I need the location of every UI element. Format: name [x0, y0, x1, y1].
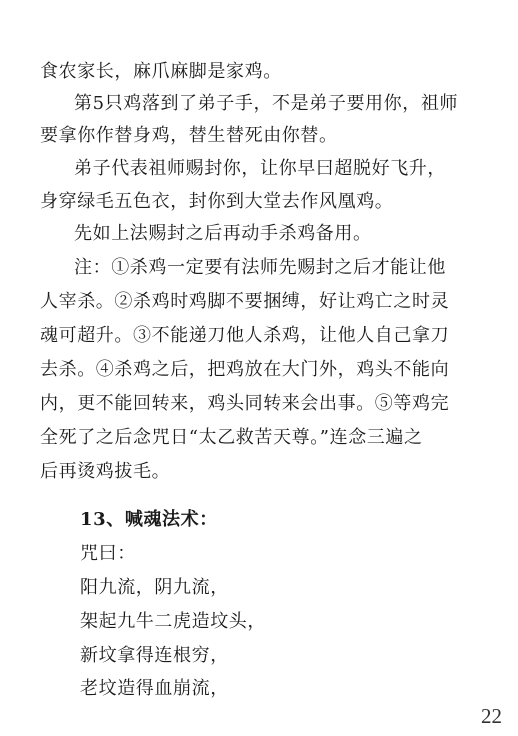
section-heading: 13、喊魂法术：: [80, 509, 218, 530]
body-line-13: 后再烫鸡拔毛。: [40, 461, 171, 482]
body-line-12: 全死了之后念咒日“太乙救苦天尊。”连念三遍之: [40, 427, 423, 448]
page-number: 22: [481, 704, 502, 728]
body-line-1: 食农家长，麻爪麻脚是家鸡。: [40, 61, 282, 82]
body-line-4: 弟子代表祖师赐封你，让你早曰超脱好飞升，: [74, 158, 446, 179]
incantation-line-1: 咒曰：: [80, 543, 136, 564]
body-line-8: 人宰杀。②杀鸡时鸡脚不要捆缚，好让鸡亡之时灵: [40, 291, 450, 312]
body-line-5: 身穿绿毛五色衣，封你到大堂去作风凰鸡。: [40, 191, 394, 212]
incantation-line-2: 阳九流，阴九流，: [80, 577, 229, 598]
body-line-6: 先如上法赐封之后再动手杀鸡备用。: [74, 223, 372, 244]
body-line-10: 去杀。④杀鸡之后，把鸡放在大门外，鸡头不能向: [40, 359, 450, 380]
body-line-9: 魂可超升。③不能递刀他人杀鸡，让他人自己拿刀: [40, 325, 450, 346]
body-line-11: 内，更不能回转来，鸡头同转来会出事。⑤等鸡完: [40, 393, 450, 414]
body-line-2: 第5只鸡落到了弟子手，不是弟子要用你，祖师: [74, 93, 459, 114]
incantation-line-3: 架起九牛二虎造坟头，: [80, 611, 266, 632]
body-line-3: 要拿你作替身鸡，替生替死由你替。: [40, 125, 338, 146]
incantation-line-4: 新坟拿得连根穷，: [80, 645, 229, 666]
body-line-7: 注：①杀鸡一定要有法师先赐封之后才能让他: [74, 257, 446, 278]
incantation-line-5: 老坟造得血崩流，: [80, 678, 229, 699]
